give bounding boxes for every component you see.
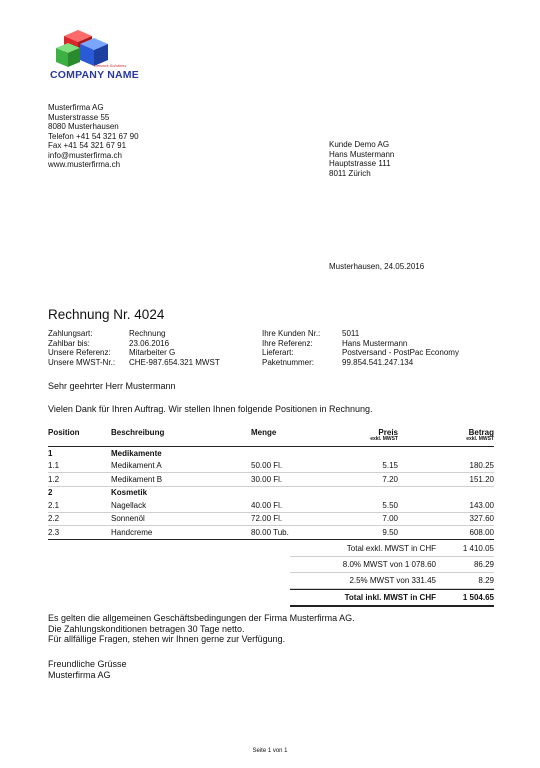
recipient-address (329, 140, 394, 178)
meta-value: 99.854.541.247.134 (342, 357, 414, 367)
total-label: 8.0% MWST von 1 078.60 (342, 560, 436, 569)
cell-quantity (251, 486, 326, 499)
logo-tagline: Network Solutions (94, 63, 127, 68)
meta-label: Lieferart: (262, 348, 294, 357)
sender-street: Musterstrasse 55 (48, 112, 110, 122)
cell-amount: 608.00 (398, 526, 494, 540)
total-label: 2.5% MWST von 331.45 (349, 576, 436, 585)
grand-total-row (290, 589, 494, 607)
meta-label: Zahlbar bis: (48, 338, 90, 348)
cell-price: 9.50 (326, 526, 398, 540)
cell-price: 5.15 (326, 460, 398, 473)
total-value: 1 410.05 (462, 544, 494, 553)
sender-fax: Fax +41 54 321 67 91 (48, 141, 127, 150)
meta-label: Ihre Referenz: (262, 338, 313, 348)
grand-total-label: Total inkl. MWST in CHF (344, 593, 436, 602)
cell-quantity: 80.00 Tub. (251, 526, 326, 540)
place-date: Musterhausen, 24.05.2016 (329, 262, 425, 271)
greeting-company: Musterfirma AG (48, 669, 111, 680)
meta-left (48, 329, 220, 367)
cell-amount: 180.25 (398, 460, 494, 473)
header-price-sub: exkl. MWST (370, 436, 398, 442)
table-row (48, 499, 494, 512)
cell-price (326, 447, 398, 460)
cell-description: Medikament A (111, 460, 251, 473)
recipient-company: Kunde Demo AG (329, 140, 390, 149)
meta-label: Zahlungsart: (48, 329, 93, 338)
total-row (290, 541, 494, 557)
table-row (48, 473, 494, 487)
cell-description: Kosmetik (111, 488, 148, 498)
table-header-row (48, 428, 494, 447)
cell-amount: 151.20 (398, 473, 494, 487)
sender-email: info@musterfirma.ch (48, 150, 122, 160)
header-description: Beschreibung (111, 428, 251, 447)
invoice-items-table (48, 428, 494, 540)
cell-position: 2.2 (48, 512, 111, 526)
greeting (48, 659, 127, 680)
meta-value: Rechnung (129, 329, 166, 338)
table-row (48, 460, 494, 473)
intro-text: Vielen Dank für Ihren Auftrag. Wir stellen Ihnen folgende Positionen in Rechnung. (48, 404, 373, 414)
cell-price: 7.20 (326, 473, 398, 487)
recipient-contact: Hans Mustermann (329, 149, 395, 159)
closing-line: Die Zahlungskonditionen betragen 30 Tage netto. (48, 623, 245, 634)
cell-quantity (251, 447, 326, 460)
cell-price: 7.00 (326, 512, 398, 526)
header-price-label: Preis (378, 428, 398, 437)
cell-price (326, 486, 398, 499)
table-row (48, 512, 494, 526)
meta-value: Hans Mustermann (342, 338, 408, 348)
sender-city: 8080 Musterhausen (48, 122, 119, 131)
totals-block (290, 541, 494, 607)
invoice-title: Rechnung Nr. 4024 (48, 307, 165, 322)
total-row (290, 573, 494, 589)
recipient-street: Hauptstrasse 111 (329, 159, 391, 168)
cell-quantity: 30.00 Fl. (251, 473, 326, 487)
total-value: 8.29 (478, 576, 494, 585)
cell-position: 2 (48, 488, 53, 498)
cell-amount: 327.60 (398, 512, 494, 526)
cell-position: 2.3 (48, 526, 111, 540)
page-footer: Seite 1 von 1 (252, 748, 288, 754)
grand-total-value: 1 504.65 (462, 593, 494, 602)
cell-description: Handcreme (111, 526, 251, 540)
company-logo (48, 22, 139, 84)
meta-value: CHE-987.654.321 MWST (129, 357, 220, 367)
salutation: Sehr geehrter Herr Mustermann (48, 381, 176, 391)
meta-label: Paketnummer: (262, 357, 315, 367)
total-row (290, 557, 494, 573)
greeting-line: Freundliche Grüsse (48, 659, 127, 669)
total-value: 86.29 (473, 560, 494, 569)
meta-value: 23.06.2016 (129, 338, 170, 348)
table-group-row (48, 486, 494, 499)
cell-amount: 143.00 (398, 499, 494, 512)
table-row (48, 526, 494, 540)
sender-phone: Telefon +41 54 321 67 90 (48, 131, 139, 141)
cell-quantity: 40.00 Fl. (251, 499, 326, 512)
cell-position: 1.2 (48, 473, 111, 487)
closing-text (48, 613, 355, 645)
meta-label: Unsere MWST-Nr.: (48, 357, 116, 367)
meta-value: Postversand - PostPac Economy (342, 348, 459, 357)
logo-company-name: COMPANY NAME (50, 69, 139, 81)
header-amount (398, 428, 494, 447)
cell-quantity: 72.00 Fl. (251, 512, 326, 526)
cell-amount (398, 447, 494, 460)
cell-quantity: 50.00 Fl. (251, 460, 326, 473)
cell-description: Sonnenöl (111, 512, 251, 526)
cell-price: 5.50 (326, 499, 398, 512)
sender-web: www.musterfirma.ch (48, 160, 121, 169)
recipient-city: 8011 Zürich (329, 168, 371, 178)
cell-position: 1 (48, 448, 53, 458)
header-price (326, 428, 398, 447)
cell-amount (398, 486, 494, 499)
meta-value: Mitarbeiter G (129, 348, 176, 357)
meta-label: Unsere Referenz: (48, 348, 111, 357)
meta-right (262, 329, 459, 367)
cell-description: Medikamente (111, 448, 162, 458)
cell-description: Nagellack (111, 499, 251, 512)
sender-address (48, 103, 139, 170)
header-amount-label: Betrag (468, 428, 494, 437)
header-amount-sub: exkl. MWST (466, 436, 494, 442)
sender-name: Musterfirma AG (48, 103, 104, 112)
cell-position: 2.1 (48, 499, 111, 512)
closing-line: Für allfällige Fragen, stehen wir Ihnen gerne zur Verfügung. (48, 634, 286, 644)
cell-position: 1.1 (48, 460, 111, 473)
total-label: Total exkl. MWST in CHF (346, 544, 436, 553)
header-position: Position (48, 428, 111, 447)
cell-description: Medikament B (111, 473, 251, 487)
table-group-row (48, 447, 494, 460)
closing-line: Es gelten die allgemeinen Geschäftsbedingungen der Firma Musterfirma AG. (48, 613, 355, 623)
meta-value: 5011 (342, 329, 360, 338)
header-quantity: Menge (251, 428, 326, 447)
meta-label: Ihre Kunden Nr.: (262, 329, 321, 338)
